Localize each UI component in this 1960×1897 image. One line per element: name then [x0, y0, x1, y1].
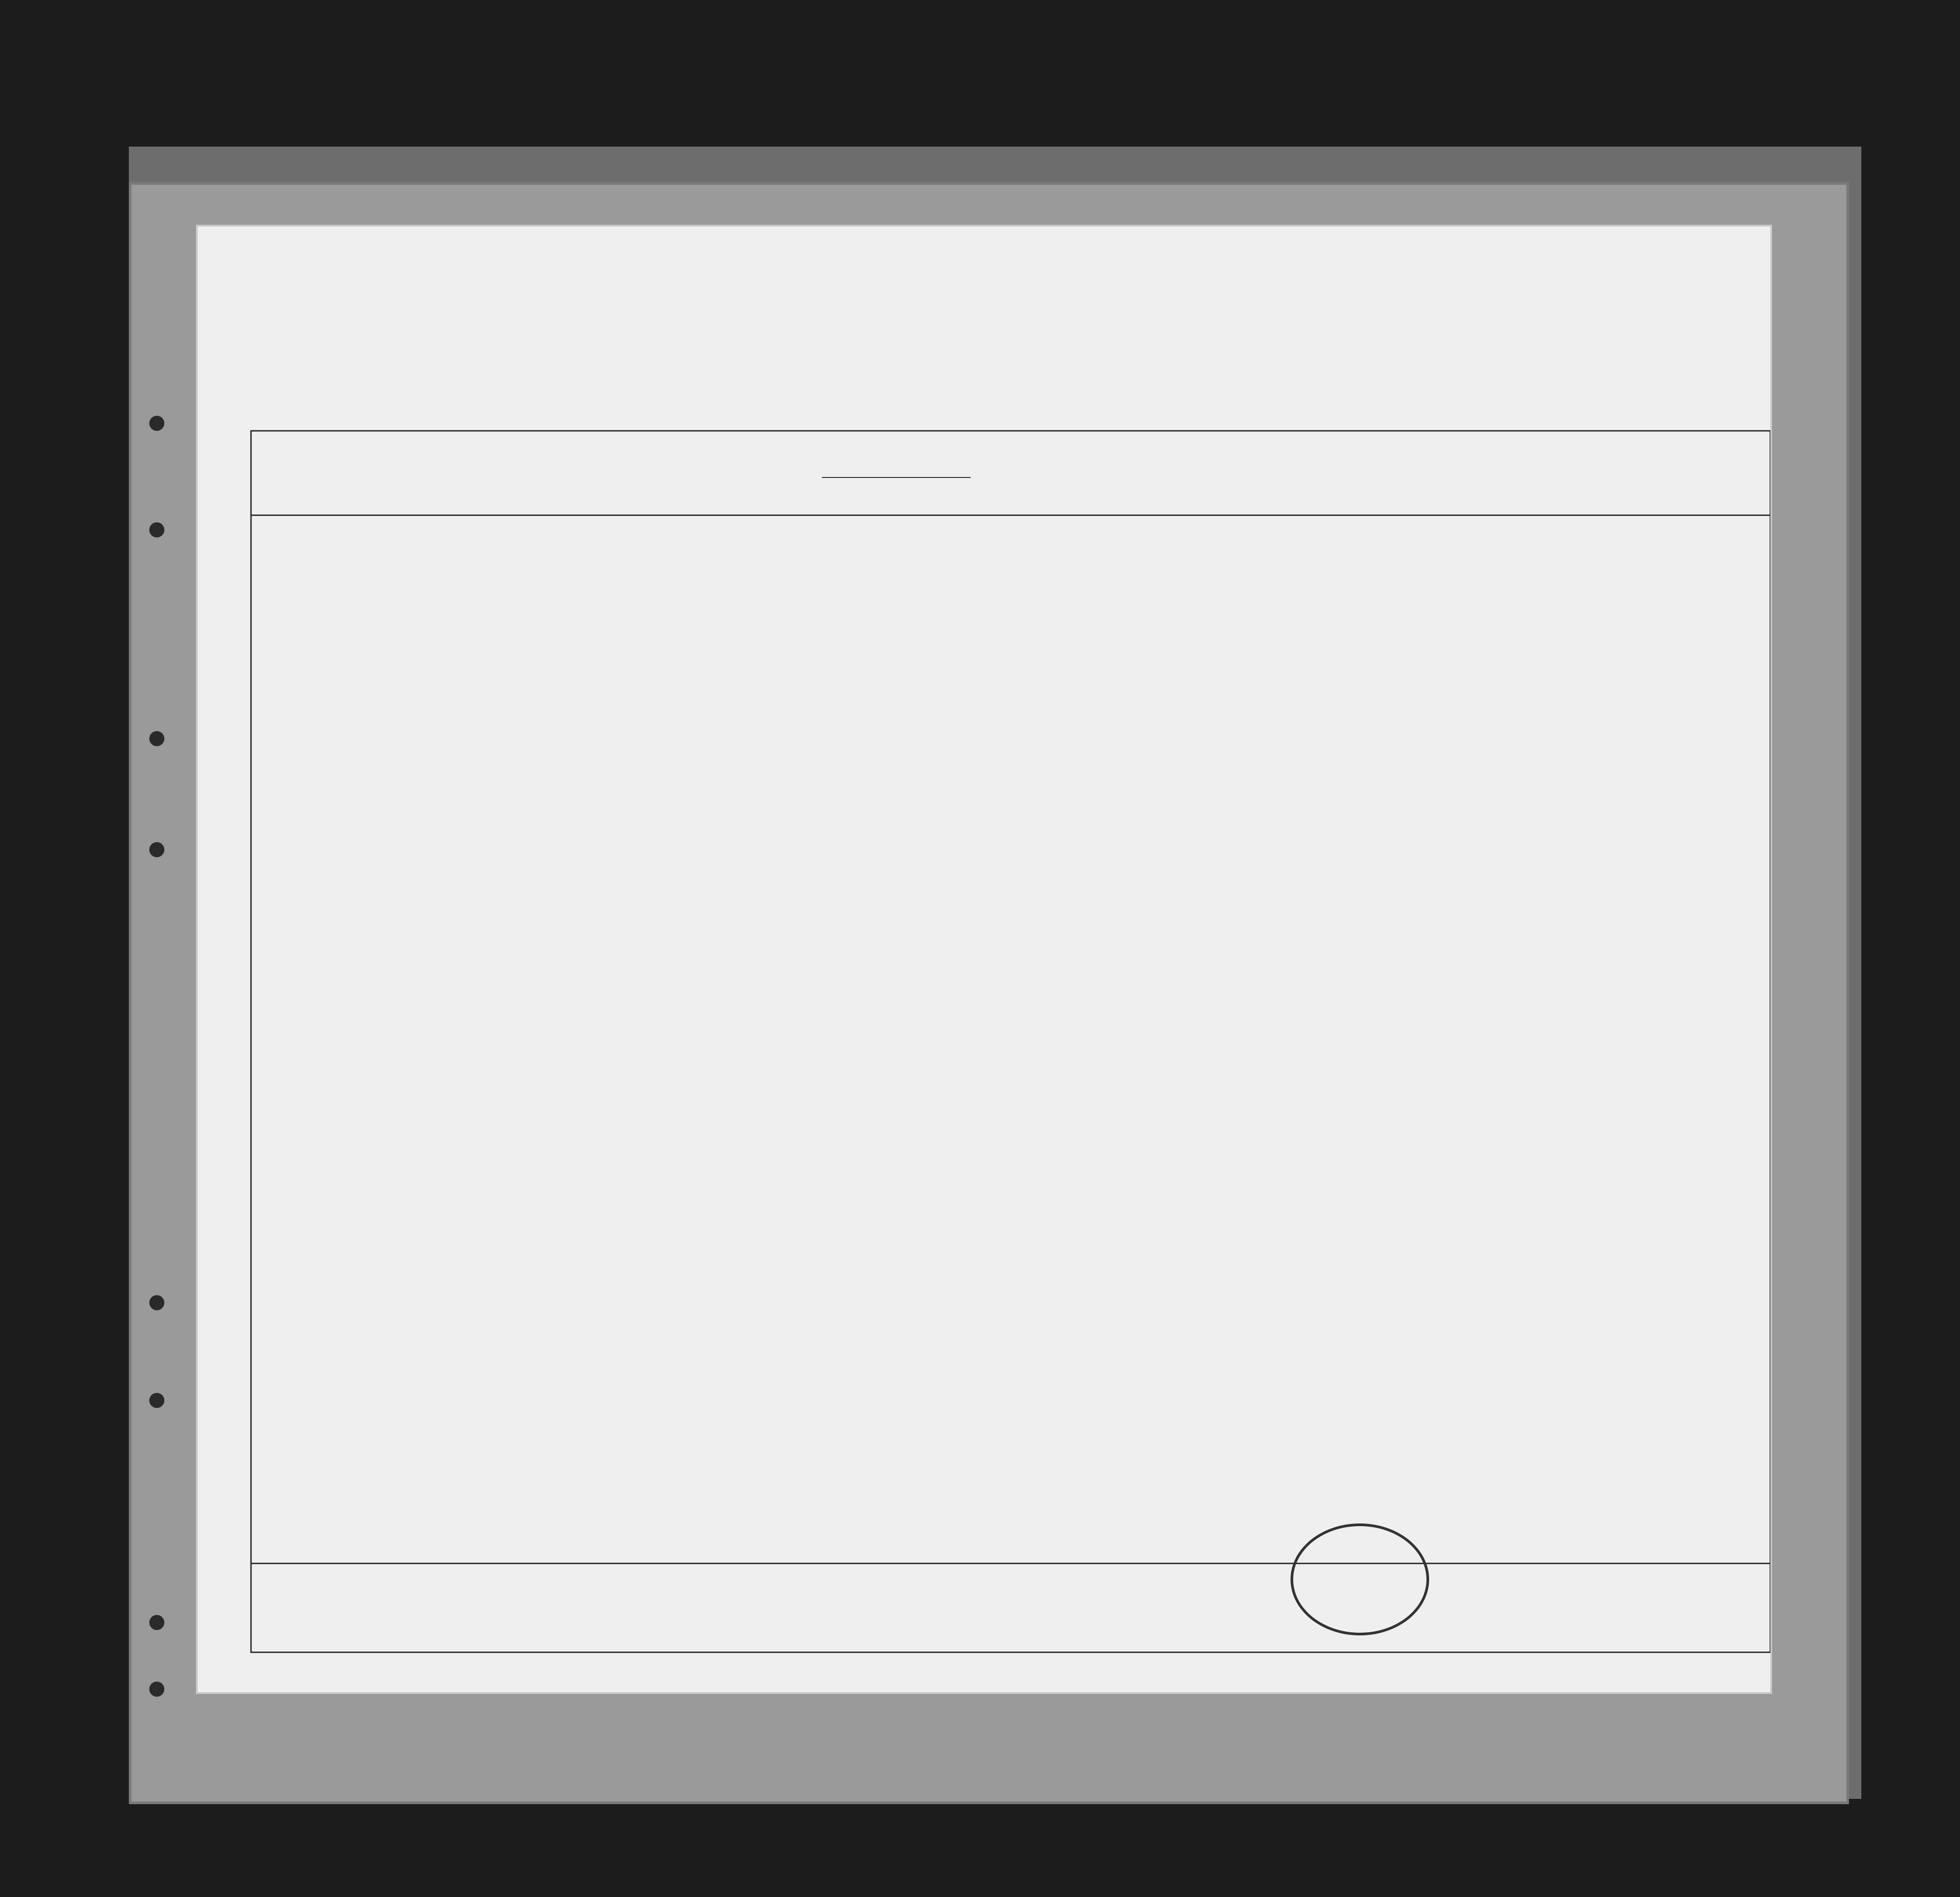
manifest-sheet	[198, 227, 1770, 1692]
binder-hole	[149, 522, 164, 537]
binder-hole	[149, 1615, 164, 1630]
binder-hole	[149, 842, 164, 857]
binder-hole	[149, 1295, 164, 1310]
table-grid	[198, 227, 1770, 1692]
office-stamp	[1291, 1523, 1429, 1635]
binder-hole	[149, 1393, 164, 1408]
document-frame	[129, 147, 1861, 1799]
binder-hole	[149, 731, 164, 746]
binder-hole	[149, 416, 164, 431]
binder-hole	[149, 1682, 164, 1697]
